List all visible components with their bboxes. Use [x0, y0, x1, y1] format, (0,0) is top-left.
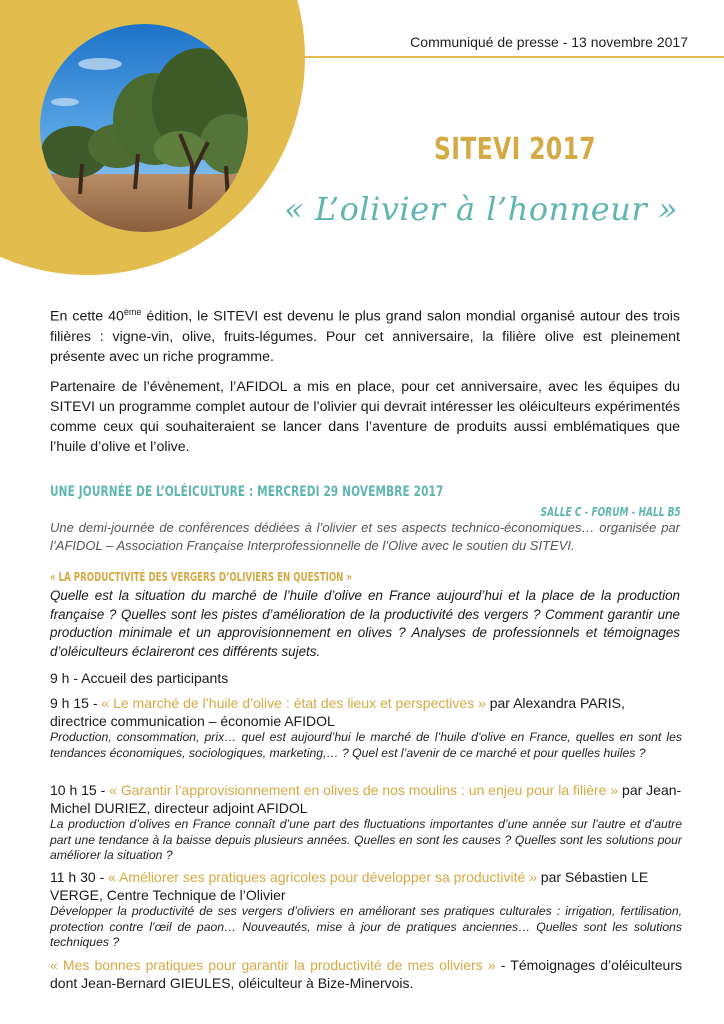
talk-speaker: par Sébastien LE VERGE, Centre Technique de l’Olivier	[50, 869, 649, 903]
program-item: 9 h - Accueil des participants	[50, 670, 229, 686]
venue-label: SALLE C - FORUM - HALL B5	[540, 505, 681, 519]
section-title: UNE JOURNÉE DE L’OLÉICULTURE : MERCREDI 29 NOVEMBRE 2017	[50, 484, 444, 500]
talk-description: Production, consommation, prix… quel est aujourd’hui le marché de l’huile d’olive en France, quelles en sont les tendances économiques, sociologiques, marketing,… ? Quel est l’avenir de ce marché et pour quelles huiles ?	[50, 730, 682, 760]
olive-grove-image	[40, 24, 248, 232]
subsection-description: Quelle est la situation du marché de l’huile d’olive en France aujourd’hui et la place de la production française ? Quelles sont les pistes d’amélioration de la productivité des vergers ? Comment garantir une production minimale et un approvisionnement en olives ? Analyses de professionnels et témoignages d’oléiculteurs éclaireront ces différents sujets.	[50, 588, 680, 659]
program-time: 9 h 15	[50, 695, 89, 711]
section-description: Une demi-journée de conférences dédiées à l’olivier et ses aspects technico-économiques… organisée par l’AFIDOL – Association Française Interprofessionnelle de l’Olive avec le soutien du SITEVI.	[50, 520, 680, 553]
press-release-date: Communiqué de presse - 13 novembre 2017	[410, 34, 688, 50]
intro-text: En cette 40	[50, 308, 124, 325]
talk-description: Développer la productivité de ses vergers d’oliviers en améliorant ses pratiques culturales : irrigation, fertilisation, protection contre l’œil de paon… Nouveautés, mise à jour de pratiques anciennes… Quelles sont les solutions techniques ?	[50, 904, 682, 950]
talk-title: « Mes bonnes pratiques pour garantir la productivité de mes oliviers »	[50, 957, 496, 973]
talk-title: « Garantir l’approvisionnement en olives de nos moulins : un enjeu pour la filière »	[109, 782, 619, 798]
program-item: 11 h 30 - « Améliorer ses pratiques agricoles pour développer sa productivité » par Sébastien LE VERGE, Centre Technique de l’Olivier Développer la productivité de ses vergers d’oliviers en améliorant ses pratiques culturales : irrigation, fertilisation, protection contre l’œil de paon… Nouveautés, mise à jour de pratiques anciennes… Quelles sont les solutions techniques ?	[50, 869, 682, 950]
program-item	[50, 956, 682, 992]
event-subtitle: « L’olivier à l’honneur »	[284, 190, 678, 228]
talk-speaker: par Jean-Michel DURIEZ, directeur adjoint AFIDOL	[50, 782, 682, 816]
subsection-title: « LA PRODUCTIVITÉ DES VERGERS D’OLIVIERS EN QUESTION »	[50, 570, 352, 584]
olive-grove-photo	[40, 24, 248, 232]
talk-speaker: par Alexandra PARIS, directrice communication – économie AFIDOL	[50, 695, 625, 729]
talk-title: « Le marché de l’huile d’olive : état des lieux et perspectives »	[101, 695, 486, 711]
program-time: 11 h 30	[50, 869, 96, 885]
event-title: SITEVI 2017	[434, 132, 596, 167]
talk-speaker: - Témoignages d’oléiculteurs dont Jean-Bernard GIEULES, oléiculteur à Bize-Minervois.	[50, 957, 682, 991]
intro-text: édition, le SITEVI est devenu le plus grand salon mondial organisé autour des trois filières : vigne-vin, olive, fruits-légumes. Pour cet anniversaire, la filière olive est pleinement présente avec un riche programme.	[50, 308, 680, 365]
program-time: 10 h 15	[50, 782, 97, 798]
header-rule	[305, 56, 724, 58]
program-item: 10 h 15 - « Garantir l’approvisionnement en olives de nos moulins : un enjeu pour la filière » par Jean-Michel DURIEZ, directeur adjoint AFIDOL La production d’olives en France connaît d’une part des fluctuations importantes d’une année sur l’autre et d’autre part une tendance à la baisse depuis plusieurs années. Quelles en sont les causes ? Quelles sont les solutions pour améliorer la situation ?	[50, 782, 682, 863]
program-time: 9 h	[50, 670, 70, 686]
program-item: 9 h 15 - « Le marché de l’huile d’olive : état des lieux et perspectives » par Alexandra PARIS, directrice communication – économie AFIDOL Production, consommation, prix… quel est aujourd’hui le marché de l’huile d’olive en France, quelles en sont les tendances économiques, sociologiques, marketing,… ? Quel est l’avenir de ce marché et pour quelles huiles ?	[50, 695, 682, 760]
superscript: ème	[123, 307, 142, 317]
intro-paragraph-2: Partenaire de l’évènement, l’AFIDOL a mis en place, pour cet anniversaire, avec les équipes du SITEVI un programme complet autour de l’olivier qui devrait intéresser les oléiculteurs expérimentés comme ceux qui souhaiteraient se lancer dans l’aventure de produits aussi emblématiques que l’huile d’olive et l’olive.	[50, 379, 680, 455]
program-text: Accueil des participants	[81, 670, 229, 686]
intro-paragraph-1	[50, 302, 680, 367]
talk-title: « Améliorer ses pratiques agricoles pour développer sa productivité »	[108, 869, 537, 885]
talk-description: La production d’olives en France connaît d’une part des fluctuations importantes d’une année sur l’autre et d’autre part une tendance à la baisse depuis plusieurs années. Quelles en sont les causes ? Quelles sont les solutions pour améliorer la situation ?	[50, 817, 682, 863]
